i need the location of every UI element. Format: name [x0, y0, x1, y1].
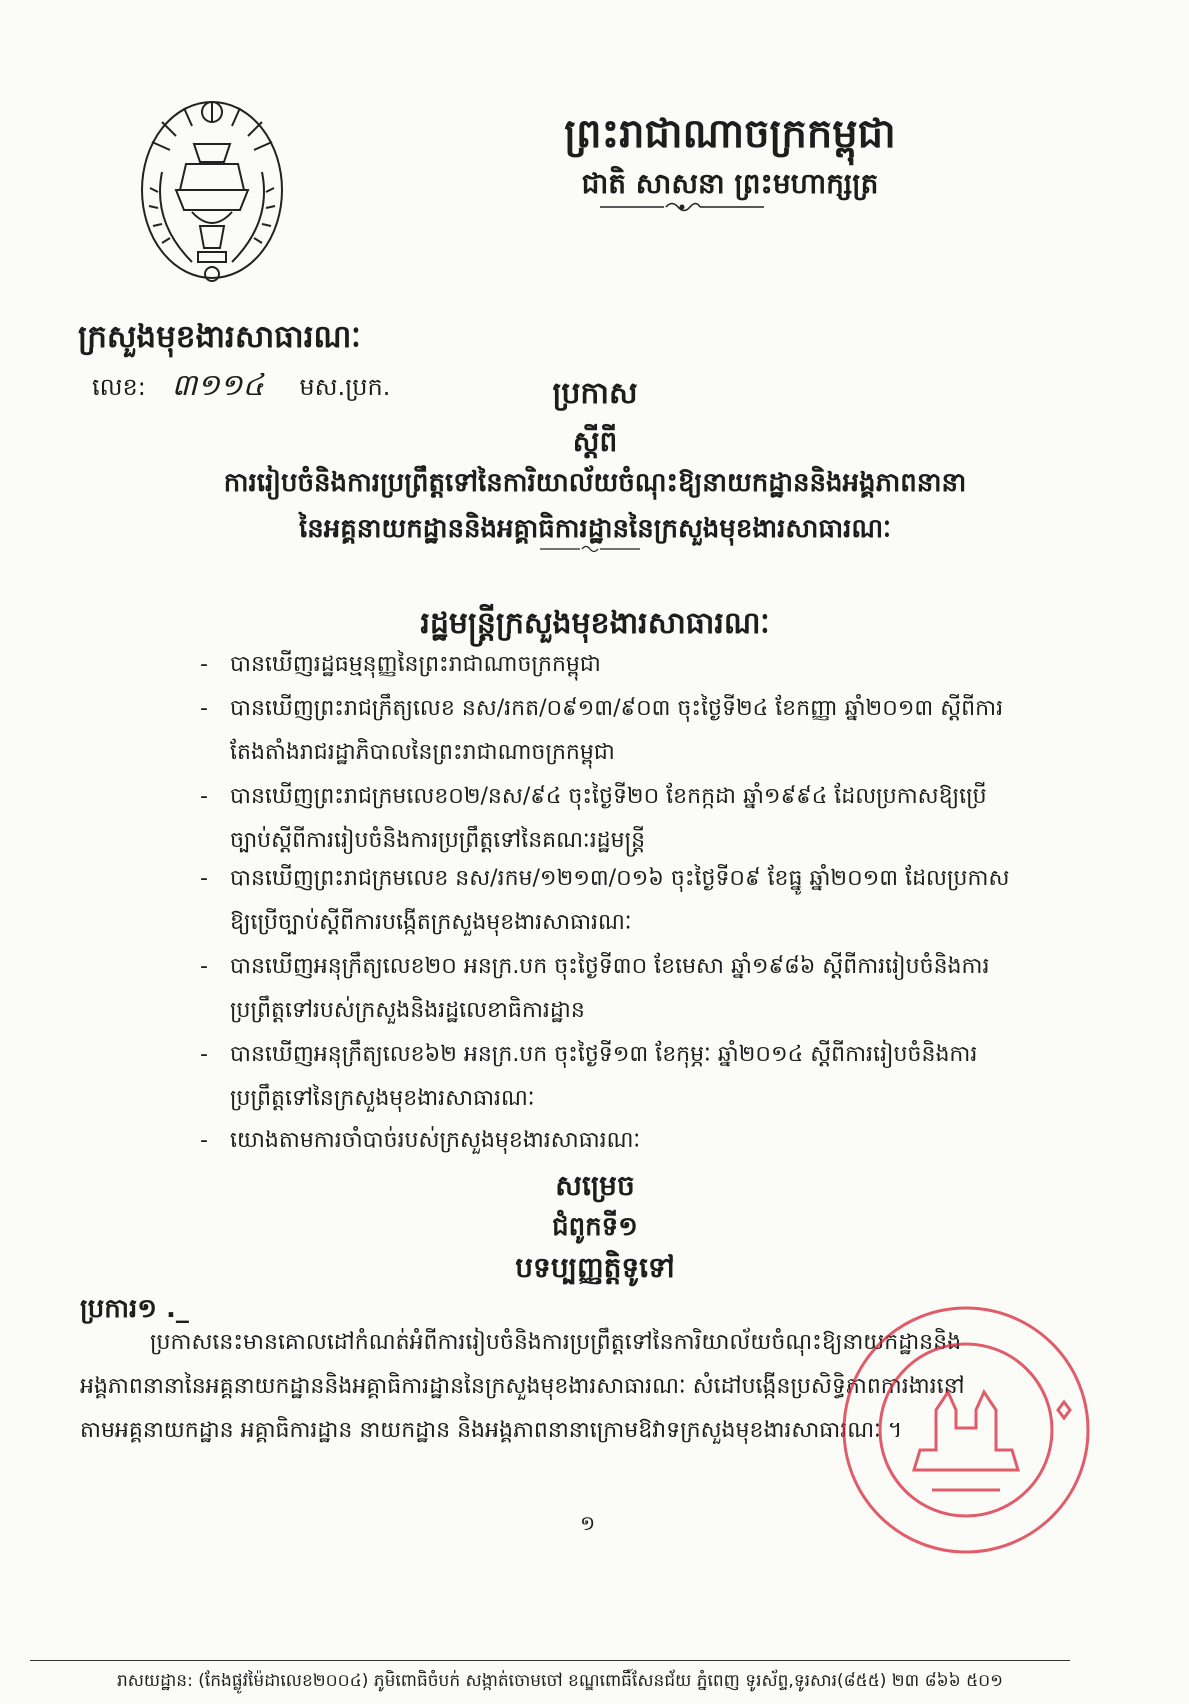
list-dash: - [200, 954, 208, 979]
list-item-text: ច្បាប់ស្តីពីការរៀបចំនិងការប្រព្រឹត្តទៅនៃគណៈរដ្ឋមន្ត្រី [230, 828, 646, 853]
list-item [200, 864, 1060, 944]
chapter-title: បទប្បញ្ញត្តិទូទៅ [515, 1251, 675, 1284]
reference-suffix: មស.ប្រក. [299, 373, 391, 401]
document-type: ប្រកាស [552, 376, 638, 411]
national-motto: ជាតិ សាសនា ព្រះមហាក្សត្រ [581, 167, 879, 200]
list-dash: - [200, 1042, 208, 1067]
article-paragraph-line: អង្គភាពនានានៃអគ្គនាយកដ្ឋាននិងអគ្គាធិការដ្ឋាននៃក្រសួងមុខងារសាធារណៈ សំដៅបង្កើនប្រសិទ្ធិភាពការងារនៅ [80, 1374, 965, 1399]
list-item [200, 694, 1060, 774]
official-seal-icon [836, 1300, 1096, 1560]
article-paragraph-line: តាមអគ្គនាយកដ្ឋាន អគ្គាធិការដ្ឋាន នាយកដ្ឋាន និងអង្គភាពនានាក្រោមឱវាទក្រសួងមុខងារសាធារណៈ ។ [80, 1418, 903, 1443]
ornament-divider-icon [600, 198, 764, 216]
about-label: ស្តីពី [572, 425, 618, 458]
decides-label: សម្រេច [555, 1169, 635, 1202]
list-item-text: ឱ្យប្រើច្បាប់ស្តីពីការបង្កើតក្រសួងមុខងារសាធារណៈ [230, 910, 632, 935]
subject-line-1: ការរៀបចំនិងការប្រព្រឹត្តទៅនៃការិយាល័យចំណុះឱ្យនាយកដ្ឋាននិងអង្គភាពនានា [223, 468, 967, 498]
list-item-text: ប្រព្រឹត្តទៅនៃក្រសួងមុខងារសាធារណៈ [230, 1086, 535, 1111]
reference-number: ៣១១៤ [171, 368, 264, 403]
list-item-text: បានឃើញព្រះរាជក្រមលេខ០២/នស/៩៤ ចុះថ្ងៃទី២០ ខែកក្កដា ឆ្នាំ១៩៩៤ ដែលប្រកាសឱ្យប្រើ [230, 784, 987, 809]
royal-emblem-icon [132, 92, 292, 294]
list-item [200, 1126, 1060, 1160]
ministry-header: ក្រសួងមុខងារសាធារណៈ [78, 319, 361, 355]
list-dash: - [200, 866, 208, 891]
reference-label: លេខ: [92, 373, 146, 401]
list-item [200, 650, 1060, 684]
list-item [200, 782, 1060, 862]
list-dash: - [200, 784, 208, 809]
list-dash: - [200, 696, 208, 721]
list-dash: - [200, 1128, 208, 1153]
list-item-text: យោងតាមការចាំបាច់របស់ក្រសួងមុខងារសាធារណៈ [230, 1128, 641, 1153]
subject-line-2: នៃអគ្គនាយកដ្ឋាននិងអគ្គាធិការដ្ឋាននៃក្រសួងមុខងារសាធារណៈ [298, 514, 892, 544]
list-item [200, 1040, 1060, 1120]
issuer-title: រដ្ឋមន្ត្រីក្រសួងមុខងារសាធារណៈ [420, 606, 770, 641]
kingdom-title: ព្រះរាជាណាចក្រកម្ពុជា [564, 111, 896, 157]
list-item-text: តែងតាំងរាជរដ្ឋាភិបាលនៃព្រះរាជាណាចក្រកម្ពុជា [230, 740, 615, 765]
list-item-text: បានឃើញព្រះរាជក្រឹត្យលេខ នស/រកត/០៩១៣/៩០៣ ចុះថ្ងៃទី២៤ ខែកញ្ញា ឆ្នាំ២០១៣ ស្តីពីការ [230, 696, 1004, 721]
footer-divider [30, 1660, 1070, 1661]
article-paragraph-line: ប្រកាសនេះមានគោលដៅកំណត់អំពីការរៀបចំនិងការប្រព្រឹត្តទៅនៃការិយាល័យចំណុះឱ្យនាយកដ្ឋាននិង [150, 1330, 962, 1355]
list-item-text: បានឃើញអនុក្រឹត្យលេខ២០ អនក្រ.បក ចុះថ្ងៃទី៣០ ខែមេសា ឆ្នាំ១៩៨៦ ស្តីពីការរៀបចំនិងការ [230, 954, 990, 979]
list-item-text: បានឃើញអនុក្រឹត្យលេខ៦២ អនក្រ.បក ចុះថ្ងៃទី១៣ ខែកុម្ភៈ ឆ្នាំ២០១៤ ស្តីពីការរៀបចំនិងការ [230, 1042, 978, 1067]
list-dash: - [200, 652, 208, 677]
footer-address: រាសយដ្ឋាន: (កែងផ្លូវម៉ៃដាលេខ២០០៤) ភូមិពោធិចំបក់ សង្កាត់ចោមចៅ ខណ្ឌពោធិ៍សែនជ័យ ភ្នំពេញ ទូរស័ព្ទ,ទូរសារ(៨៥៥) ២៣ ៨៦៦ ៥០១ [116, 1671, 1004, 1691]
ornament-divider-icon [540, 540, 640, 558]
page-number: ១ [580, 1511, 596, 1535]
list-item [200, 952, 1060, 1032]
article-label: ប្រការ១ ._ [80, 1294, 189, 1324]
list-item-text: បានឃើញព្រះរាជក្រមលេខ នស/រកម/១២១៣/០១៦ ចុះថ្ងៃទី០៩ ខែធ្នូ ឆ្នាំ២០១៣ ដែលប្រកាស [230, 866, 1010, 891]
list-item-text: ប្រព្រឹត្តទៅរបស់ក្រសួងនិងរដ្ឋលេខាធិការដ្ឋាន [230, 998, 585, 1023]
chapter-label: ជំពូកទី១ [552, 1212, 638, 1242]
list-item-text: បានឃើញរដ្ឋធម្មនុញ្ញនៃព្រះរាជាណាចក្រកម្ពុជា [230, 652, 601, 677]
